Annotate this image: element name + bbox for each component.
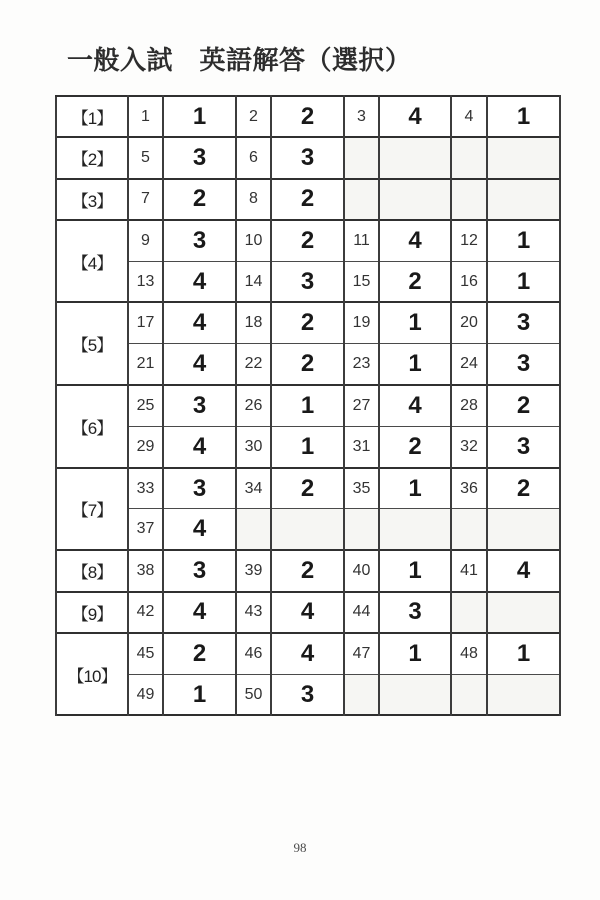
- table-row: [56, 137, 560, 178]
- question-number-cell: 41: [451, 550, 487, 591]
- answer-table: [55, 95, 561, 716]
- answer-cell: 3: [163, 137, 236, 178]
- answer-cell: 4: [163, 344, 236, 385]
- empty-cell: [344, 674, 379, 715]
- answer-cell: 1: [163, 674, 236, 715]
- question-number-cell: 8: [236, 179, 271, 220]
- answer-cell: 2: [487, 385, 560, 426]
- answer-table-container: [55, 95, 561, 716]
- answer-cell: 1: [271, 426, 344, 467]
- empty-cell: [451, 509, 487, 550]
- empty-cell: [379, 137, 451, 178]
- question-number-cell: 7: [128, 179, 163, 220]
- answer-cell: 1: [487, 96, 560, 137]
- answer-cell: 2: [271, 468, 344, 509]
- answer-cell: 4: [163, 426, 236, 467]
- question-number-cell: 28: [451, 385, 487, 426]
- answer-cell: 4: [379, 96, 451, 137]
- question-number-cell: 11: [344, 220, 379, 261]
- empty-cell: [451, 674, 487, 715]
- answer-cell: 1: [163, 96, 236, 137]
- table-row: [56, 96, 560, 137]
- page-title: 一般入試 英語解答（選択）: [67, 45, 412, 75]
- empty-cell: [379, 674, 451, 715]
- question-number-cell: 31: [344, 426, 379, 467]
- question-number-cell: 22: [236, 344, 271, 385]
- question-number-cell: 5: [128, 137, 163, 178]
- question-number-cell: 40: [344, 550, 379, 591]
- answer-cell: 2: [271, 179, 344, 220]
- question-number-cell: 10: [236, 220, 271, 261]
- answer-cell: 1: [379, 550, 451, 591]
- question-number-cell: 2: [236, 96, 271, 137]
- question-number-cell: 21: [128, 344, 163, 385]
- answer-cell: 3: [271, 674, 344, 715]
- question-number-cell: 17: [128, 302, 163, 343]
- empty-cell: [344, 137, 379, 178]
- question-number-cell: 12: [451, 220, 487, 261]
- answer-cell: 1: [487, 261, 560, 302]
- table-row: [56, 550, 560, 591]
- answer-cell: 2: [379, 261, 451, 302]
- question-number-cell: 39: [236, 550, 271, 591]
- question-number-cell: 20: [451, 302, 487, 343]
- empty-cell: [451, 179, 487, 220]
- question-number-cell: 15: [344, 261, 379, 302]
- answer-cell: 3: [487, 426, 560, 467]
- question-number-cell: 1: [128, 96, 163, 137]
- answer-cell: 2: [163, 179, 236, 220]
- answer-cell: 1: [487, 633, 560, 674]
- section-label: 【8】: [56, 550, 128, 591]
- section-label: 【2】: [56, 137, 128, 178]
- answer-cell: 3: [163, 468, 236, 509]
- empty-cell: [451, 592, 487, 633]
- empty-cell: [379, 509, 451, 550]
- answer-cell: 4: [163, 592, 236, 633]
- answer-cell: 2: [379, 426, 451, 467]
- question-number-cell: 26: [236, 385, 271, 426]
- answer-cell: 3: [271, 137, 344, 178]
- answer-cell: 3: [487, 302, 560, 343]
- answer-cell: 2: [271, 220, 344, 261]
- table-row: [56, 179, 560, 220]
- empty-cell: [487, 592, 560, 633]
- question-number-cell: 37: [128, 509, 163, 550]
- table-row: [56, 426, 560, 467]
- answer-cell: 3: [487, 344, 560, 385]
- question-number-cell: 19: [344, 302, 379, 343]
- question-number-cell: 14: [236, 261, 271, 302]
- section-label: 【7】: [56, 468, 128, 551]
- table-row: [56, 302, 560, 343]
- table-row: [56, 674, 560, 715]
- section-label: 【4】: [56, 220, 128, 303]
- question-number-cell: 27: [344, 385, 379, 426]
- section-label: 【3】: [56, 179, 128, 220]
- answer-cell: 2: [271, 344, 344, 385]
- question-number-cell: 18: [236, 302, 271, 343]
- empty-cell: [487, 179, 560, 220]
- question-number-cell: 4: [451, 96, 487, 137]
- answer-cell: 4: [163, 509, 236, 550]
- table-row: [56, 633, 560, 674]
- answer-cell: 1: [379, 344, 451, 385]
- table-row: [56, 220, 560, 261]
- empty-cell: [271, 509, 344, 550]
- section-label: 【9】: [56, 592, 128, 633]
- answer-cell: 3: [379, 592, 451, 633]
- question-number-cell: 50: [236, 674, 271, 715]
- answer-cell: 4: [271, 592, 344, 633]
- answer-cell: 2: [487, 468, 560, 509]
- answer-cell: 1: [379, 302, 451, 343]
- table-row: [56, 468, 560, 509]
- answer-cell: 1: [379, 633, 451, 674]
- answer-cell: 3: [163, 220, 236, 261]
- question-number-cell: 43: [236, 592, 271, 633]
- answer-cell: 3: [271, 261, 344, 302]
- answer-cell: 1: [271, 385, 344, 426]
- empty-cell: [379, 179, 451, 220]
- question-number-cell: 46: [236, 633, 271, 674]
- question-number-cell: 44: [344, 592, 379, 633]
- question-number-cell: 29: [128, 426, 163, 467]
- question-number-cell: 38: [128, 550, 163, 591]
- empty-cell: [344, 179, 379, 220]
- question-number-cell: 35: [344, 468, 379, 509]
- answer-cell: 4: [487, 550, 560, 591]
- empty-cell: [344, 509, 379, 550]
- question-number-cell: 9: [128, 220, 163, 261]
- answer-cell: 1: [487, 220, 560, 261]
- question-number-cell: 13: [128, 261, 163, 302]
- question-number-cell: 6: [236, 137, 271, 178]
- section-label: 【6】: [56, 385, 128, 468]
- answer-cell: 4: [163, 261, 236, 302]
- question-number-cell: 16: [451, 261, 487, 302]
- question-number-cell: 42: [128, 592, 163, 633]
- question-number-cell: 45: [128, 633, 163, 674]
- answer-cell: 2: [271, 96, 344, 137]
- section-label: 【5】: [56, 302, 128, 385]
- answer-cell: 2: [163, 633, 236, 674]
- empty-cell: [487, 509, 560, 550]
- empty-cell: [451, 137, 487, 178]
- question-number-cell: 34: [236, 468, 271, 509]
- question-number-cell: 25: [128, 385, 163, 426]
- question-number-cell: 30: [236, 426, 271, 467]
- question-number-cell: 3: [344, 96, 379, 137]
- answer-cell: 3: [163, 550, 236, 591]
- table-row: [56, 261, 560, 302]
- section-label: 【1】: [56, 96, 128, 137]
- answer-cell: 4: [271, 633, 344, 674]
- empty-cell: [487, 137, 560, 178]
- question-number-cell: 49: [128, 674, 163, 715]
- question-number-cell: 24: [451, 344, 487, 385]
- question-number-cell: 33: [128, 468, 163, 509]
- answer-cell: 1: [379, 468, 451, 509]
- question-number-cell: 36: [451, 468, 487, 509]
- answer-cell: 2: [271, 302, 344, 343]
- answer-cell: 4: [379, 385, 451, 426]
- table-row: [56, 385, 560, 426]
- empty-cell: [236, 509, 271, 550]
- page-number: 98: [293, 840, 307, 855]
- answer-cell: 4: [163, 302, 236, 343]
- table-row: [56, 344, 560, 385]
- question-number-cell: 23: [344, 344, 379, 385]
- answer-cell: 4: [379, 220, 451, 261]
- question-number-cell: 48: [451, 633, 487, 674]
- question-number-cell: 32: [451, 426, 487, 467]
- table-row: [56, 592, 560, 633]
- table-row: [56, 509, 560, 550]
- answer-cell: 3: [163, 385, 236, 426]
- question-number-cell: 47: [344, 633, 379, 674]
- section-label: 【10】: [56, 633, 128, 716]
- answer-cell: 2: [271, 550, 344, 591]
- empty-cell: [487, 674, 560, 715]
